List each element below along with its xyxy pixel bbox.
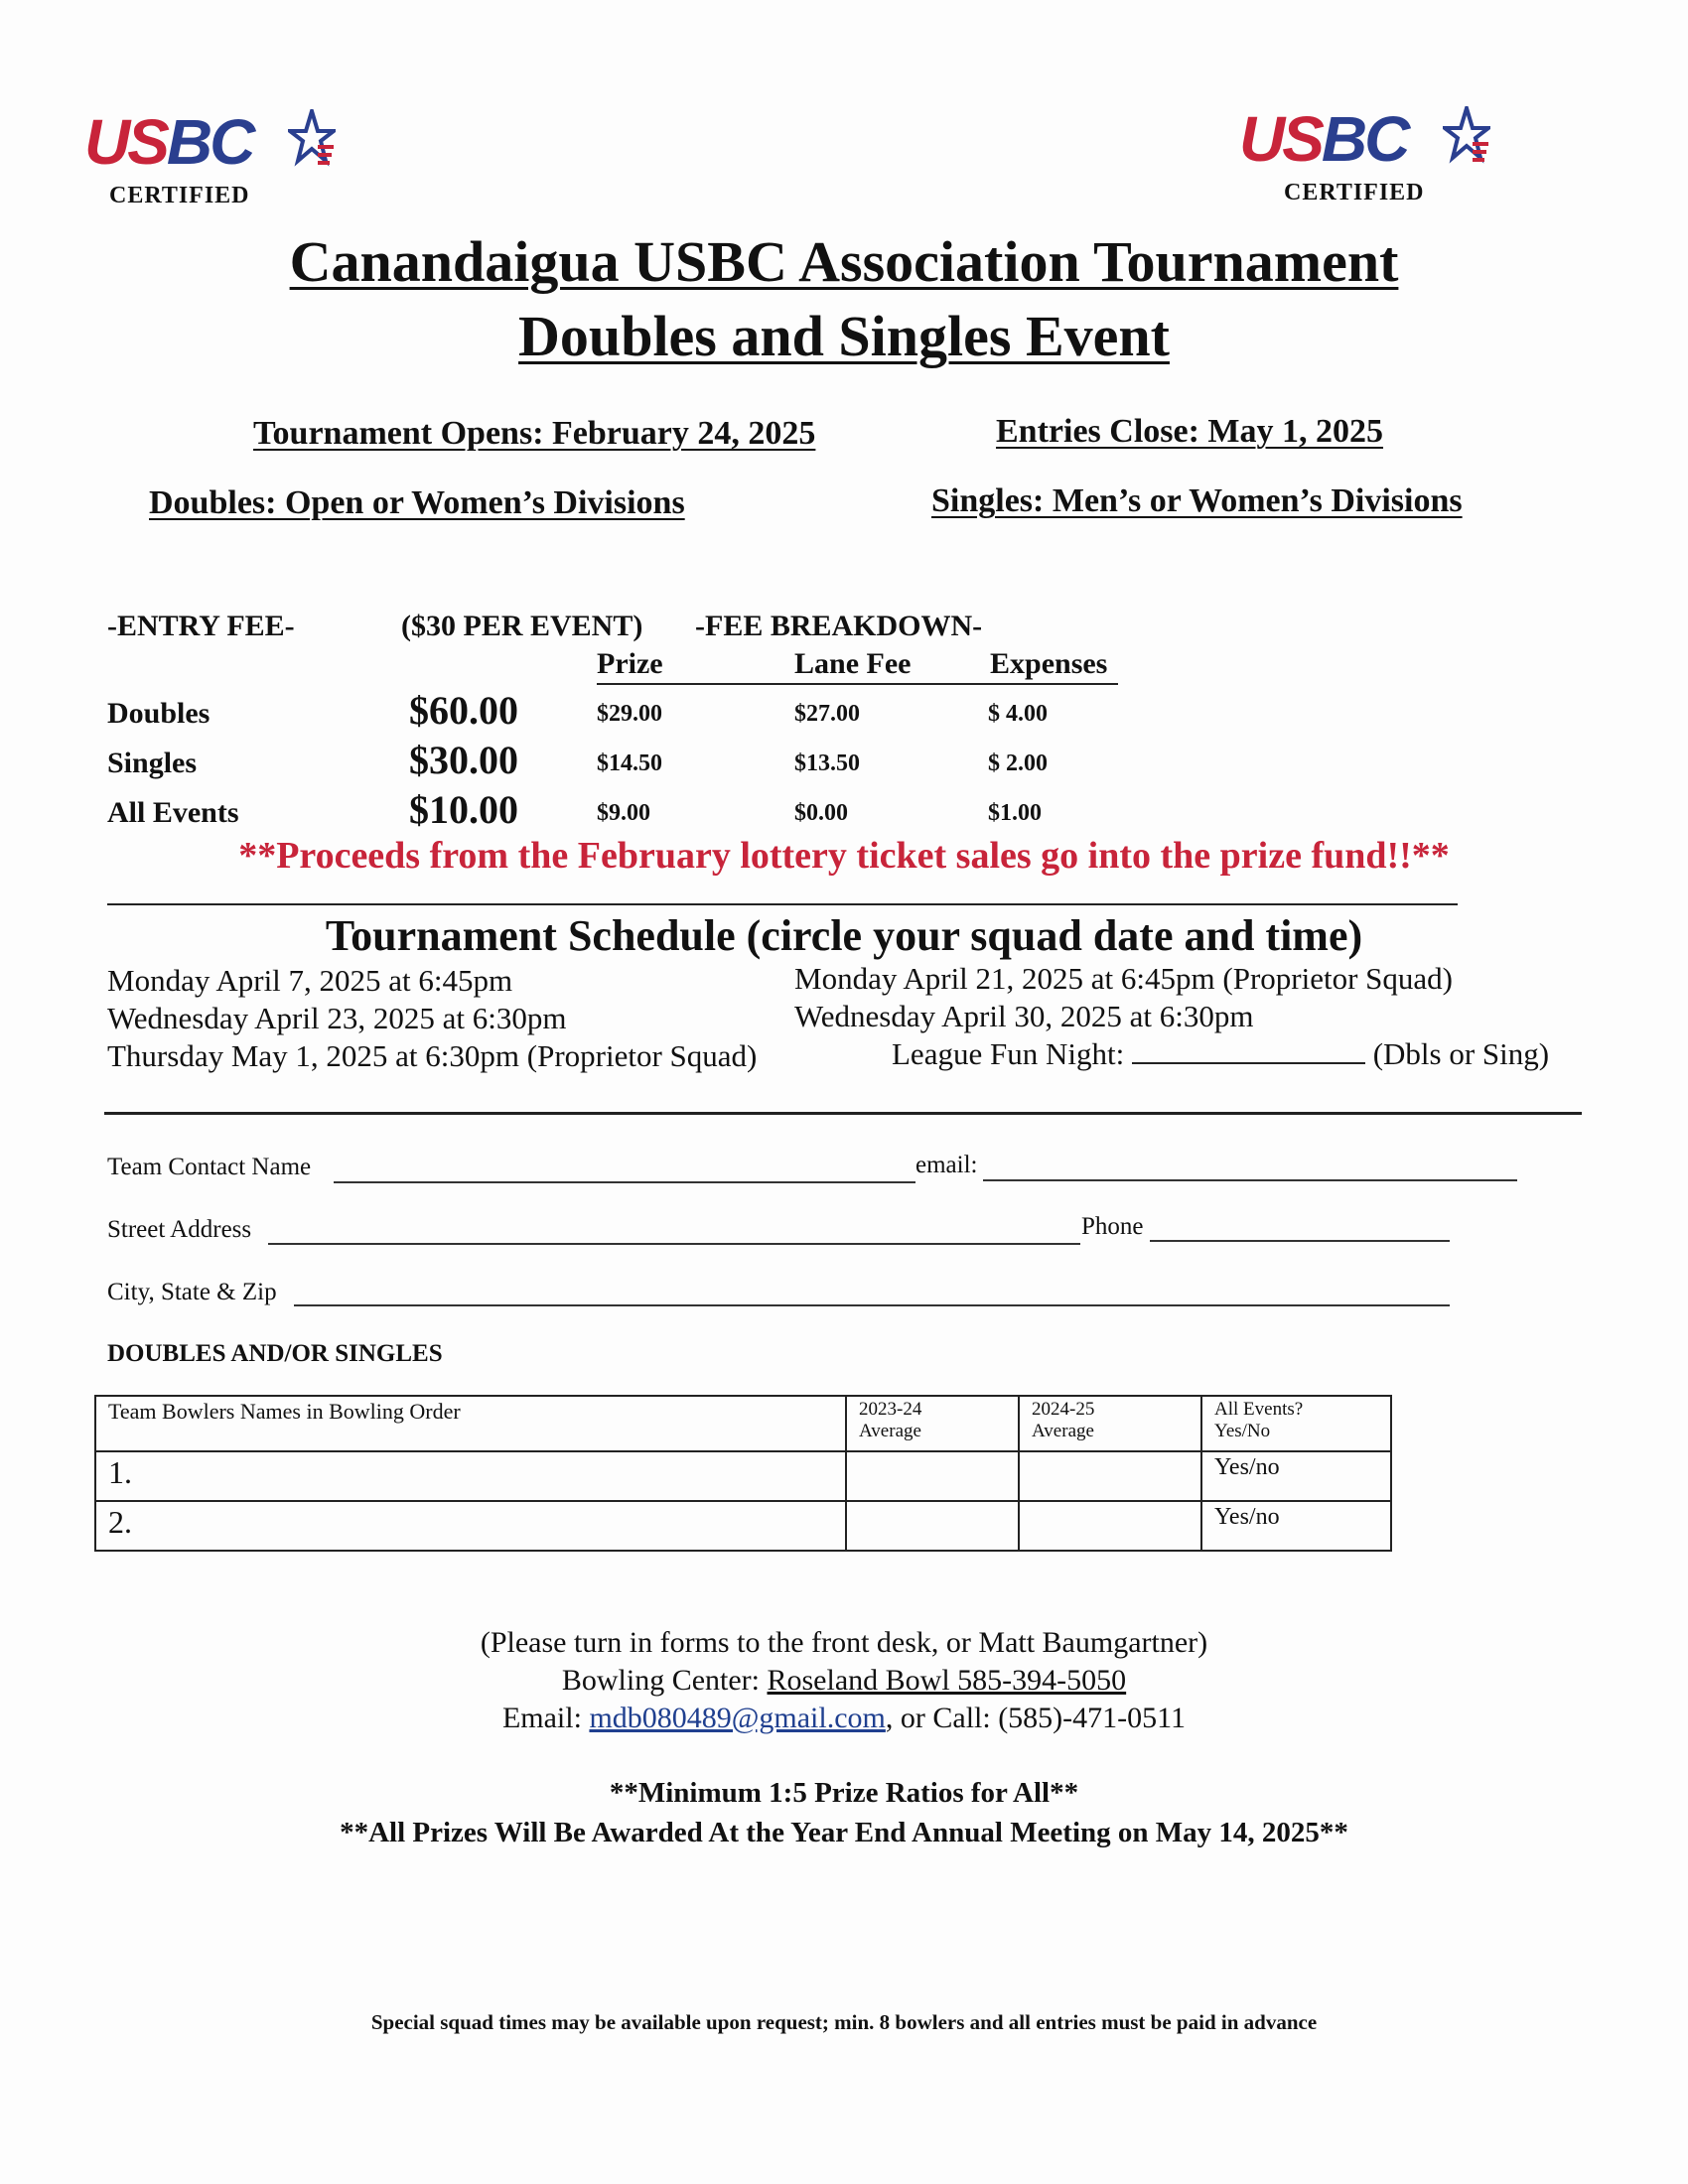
doubles-divisions: Doubles: Open or Women’s Divisions xyxy=(149,484,685,521)
bowlers-table xyxy=(94,1395,1392,1552)
fee-expenses: $1.00 xyxy=(988,800,1042,826)
row-number: 1. xyxy=(108,1454,132,1490)
avg-2023-line1: 2023-24 xyxy=(859,1399,922,1420)
proceeds-note: **Proceeds from the February lottery ticket sales go into the prize fund!!** xyxy=(238,835,1450,877)
col-expenses: Expenses xyxy=(990,647,1108,680)
fee-header-underline xyxy=(597,683,1118,685)
squad-option[interactable]: Wednesday April 23, 2025 at 6:30pm xyxy=(107,1001,567,1035)
logo-wordmark xyxy=(1239,104,1407,174)
fee-total: $60.00 xyxy=(409,688,518,733)
schedule-title: Tournament Schedule (circle your squad date and time) xyxy=(325,911,1363,960)
fee-event: All Events xyxy=(107,796,239,829)
avg-2023-cell[interactable] xyxy=(846,1451,1019,1501)
bowling-center-label: Bowling Center: xyxy=(561,1664,760,1697)
logo-us: US xyxy=(1239,103,1322,175)
per-event-note: ($30 PER EVENT) xyxy=(401,610,643,642)
col-bowler-names-label: Team Bowlers Names in Bowling Order xyxy=(108,1399,461,1424)
bowler-name-cell[interactable] xyxy=(95,1451,846,1501)
fee-lane: $27.00 xyxy=(794,701,860,727)
prize-ratio-note: **Minimum 1:5 Prize Ratios for All** xyxy=(609,1777,1079,1809)
all-events-cell[interactable] xyxy=(1201,1501,1391,1551)
email-contact-label: Email: xyxy=(501,1702,582,1734)
squad-option[interactable]: Wednesday April 30, 2025 at 6:30pm xyxy=(794,999,1254,1033)
bowling-center-name: Roseland Bowl 585-394-5050 xyxy=(767,1664,1127,1697)
bowler-name-cell[interactable] xyxy=(95,1501,846,1551)
entries-close: Entries Close: May 1, 2025 xyxy=(996,413,1384,450)
tournament-opens: Tournament Opens: February 24, 2025 xyxy=(253,415,816,452)
phone-label: Phone xyxy=(1081,1213,1144,1240)
fee-expenses: $ 4.00 xyxy=(988,701,1048,727)
usbc-logo-right xyxy=(1239,104,1507,213)
table-row xyxy=(95,1501,1391,1551)
fee-breakdown-heading: -FEE BREAKDOWN- xyxy=(695,610,983,642)
fun-night-suffix: (Dbls or Sing) xyxy=(1372,1036,1550,1071)
logo-bc: BC xyxy=(166,106,253,178)
yes-no-option[interactable]: Yes/no xyxy=(1214,1454,1280,1480)
fee-lane: $13.50 xyxy=(794,751,860,776)
fee-total: $10.00 xyxy=(409,787,518,832)
usbc-star-icon xyxy=(288,109,336,173)
city-state-zip-field[interactable] xyxy=(294,1304,1450,1306)
street-address-label: Street Address xyxy=(107,1216,252,1243)
logo-wordmark xyxy=(84,107,252,177)
all-events-line1: All Events? xyxy=(1214,1399,1304,1420)
turn-in-note: (Please turn in forms to the front desk, or Matt Baumgartner) xyxy=(480,1626,1208,1659)
fee-total: $30.00 xyxy=(409,738,518,782)
fee-prize: $14.50 xyxy=(597,751,662,776)
logo-certified: CERTIFIED xyxy=(109,183,250,208)
fun-night-field[interactable] xyxy=(1132,1036,1365,1064)
email-label: email: xyxy=(915,1152,978,1178)
all-events-line2: Yes/No xyxy=(1214,1421,1271,1441)
fun-night-label: League Fun Night: xyxy=(892,1036,1125,1071)
phone-field[interactable] xyxy=(1150,1240,1450,1242)
logo-us: US xyxy=(84,106,167,178)
contact-name-field[interactable] xyxy=(334,1181,915,1183)
page-title xyxy=(0,228,1688,296)
avg-2024-line1: 2024-25 xyxy=(1032,1399,1095,1420)
row-number: 2. xyxy=(108,1504,132,1540)
logo-certified: CERTIFIED xyxy=(1284,180,1425,205)
col-avg-2023 xyxy=(846,1396,1019,1451)
contact-name-label: Team Contact Name xyxy=(107,1154,312,1180)
col-avg-2024 xyxy=(1019,1396,1201,1451)
fee-prize: $9.00 xyxy=(597,800,650,826)
section-heading: DOUBLES AND/OR SINGLES xyxy=(107,1340,443,1367)
avg-2024-cell[interactable] xyxy=(1019,1501,1201,1551)
email-link[interactable]: mdb080489@gmail.com xyxy=(589,1702,886,1734)
fee-prize: $29.00 xyxy=(597,701,662,727)
usbc-star-icon xyxy=(1443,106,1490,170)
squad-option[interactable]: Monday April 21, 2025 at 6:45pm (Proprietor Squad) xyxy=(794,961,1453,996)
yes-no-option[interactable]: Yes/no xyxy=(1214,1504,1280,1530)
table-row xyxy=(95,1451,1391,1501)
col-prize: Prize xyxy=(597,647,663,680)
entry-fee-heading: -ENTRY FEE- xyxy=(107,610,295,642)
awards-note: **All Prizes Will Be Awarded At the Year End Annual Meeting on May 14, 2025** xyxy=(340,1817,1348,1848)
special-squad-note: Special squad times may be available upon request; min. 8 bowlers and all entries must be paid in advance xyxy=(370,2010,1318,2034)
fee-expenses: $ 2.00 xyxy=(988,751,1048,776)
call-number: , or Call: (585)-471-0511 xyxy=(885,1702,1187,1734)
divider xyxy=(104,1112,1582,1115)
divider xyxy=(107,903,1458,905)
avg-2023-cell[interactable] xyxy=(846,1501,1019,1551)
title-line1: Canandaigua USBC Association Tournament xyxy=(289,229,1399,294)
fee-lane: $0.00 xyxy=(794,800,848,826)
title-line2: Doubles and Singles Event xyxy=(518,304,1170,368)
singles-divisions: Singles: Men’s or Women’s Divisions xyxy=(931,482,1463,519)
fee-event: Singles xyxy=(107,747,198,779)
page-subtitle xyxy=(0,303,1688,370)
col-lane-fee: Lane Fee xyxy=(794,647,912,680)
all-events-cell[interactable] xyxy=(1201,1451,1391,1501)
usbc-logo-left xyxy=(84,107,352,216)
squad-option[interactable]: Thursday May 1, 2025 at 6:30pm (Proprietor Squad) xyxy=(107,1038,758,1073)
street-address-field[interactable] xyxy=(268,1243,1080,1245)
col-bowler-names xyxy=(95,1396,846,1451)
avg-2024-cell[interactable] xyxy=(1019,1451,1201,1501)
league-fun-night xyxy=(892,1036,1549,1072)
col-all-events xyxy=(1201,1396,1391,1451)
avg-2023-line2: Average xyxy=(859,1421,921,1441)
squad-option[interactable]: Monday April 7, 2025 at 6:45pm xyxy=(107,963,513,998)
table-header-row xyxy=(95,1396,1391,1451)
avg-2024-line2: Average xyxy=(1032,1421,1094,1441)
contact-line xyxy=(0,1702,1688,1735)
logo-bc: BC xyxy=(1321,103,1408,175)
email-field[interactable] xyxy=(983,1179,1517,1181)
fee-event: Doubles xyxy=(107,697,211,730)
bowling-center xyxy=(0,1664,1688,1698)
city-state-zip-label: City, State & Zip xyxy=(107,1279,277,1305)
